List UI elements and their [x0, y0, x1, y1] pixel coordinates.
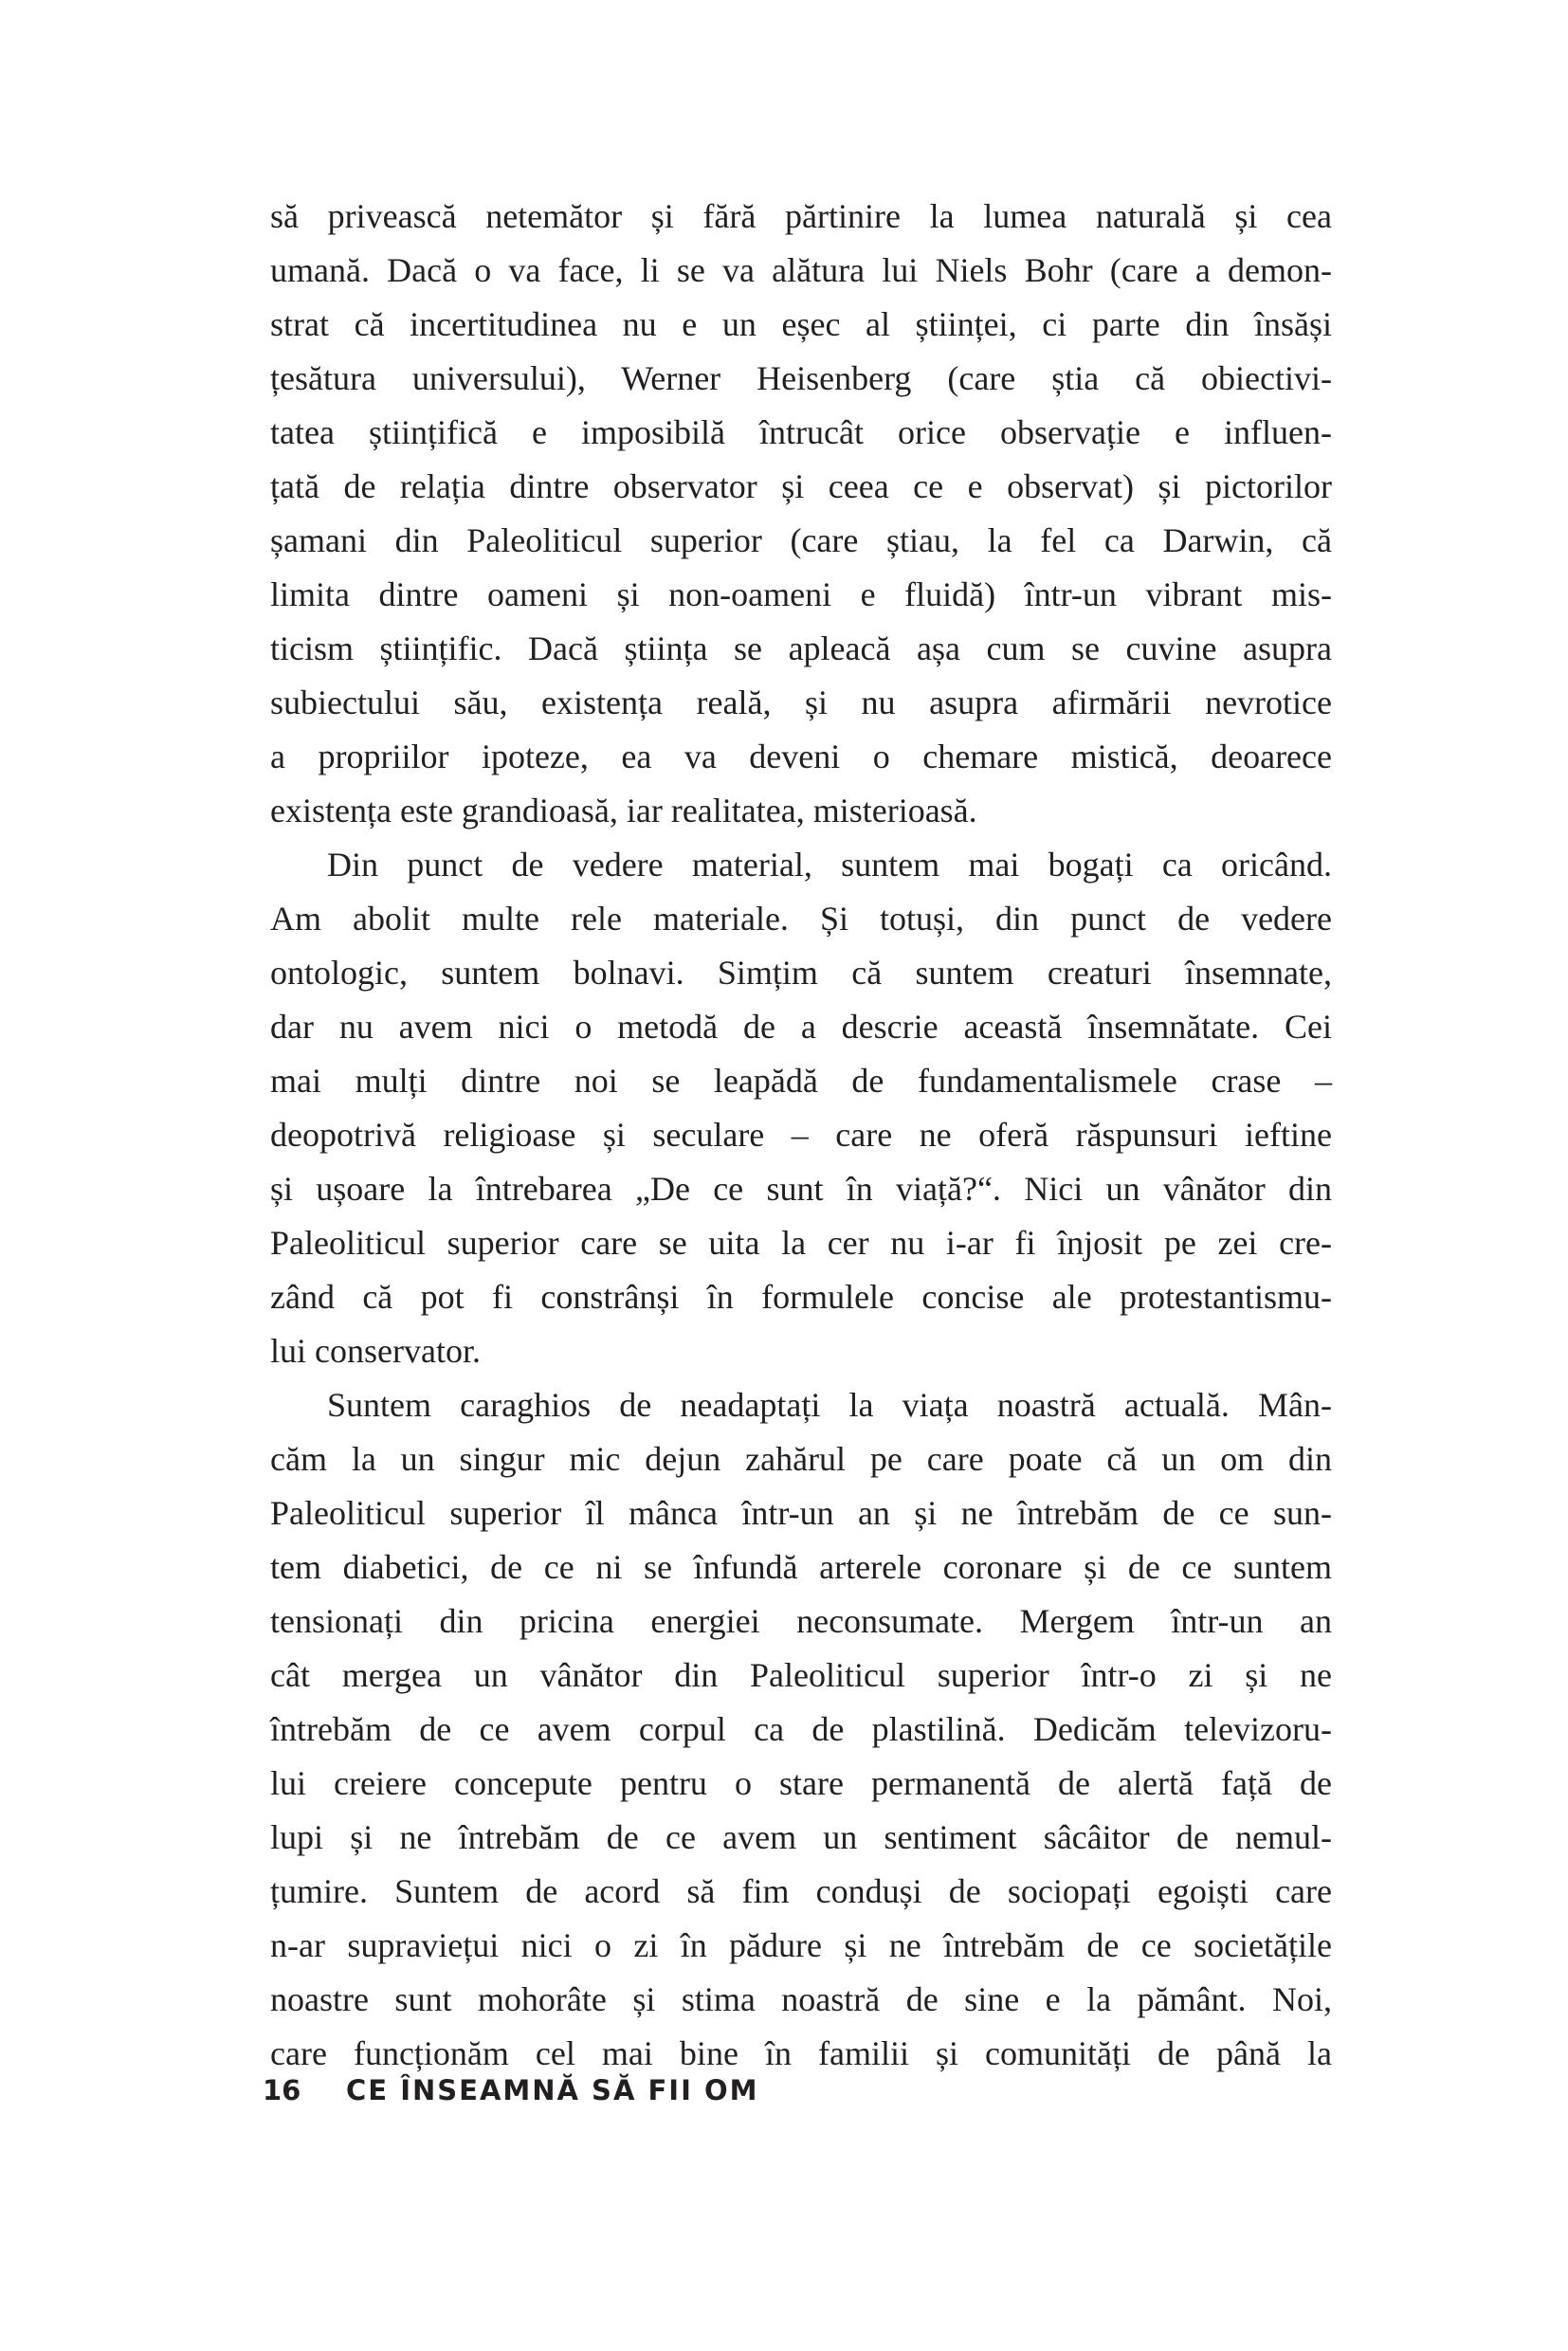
text-line: deopotrivă religioase și seculare – care ne oferă răspunsuri ieftine: [270, 1116, 1332, 1154]
text-line: noastre sunt mohorâte și stima noastră de sine e la pământ. Noi,: [270, 1980, 1332, 2018]
text-line: mai mulți dintre noi se leapădă de fundamentalismele crase –: [270, 1062, 1332, 1100]
text-line: Din punct de vedere material, suntem mai bogați ca oricând.: [327, 846, 1332, 884]
text-line: țată de relația dintre observator și ceea ce e observat) și pictorilor: [270, 467, 1332, 505]
paragraph: [270, 190, 1332, 838]
text-line: căm la un singur mic dejun zahărul pe care poate că un om din: [270, 1440, 1332, 1478]
text-line: n-ar supraviețui nici o zi în pădure și ne întrebăm de ce societățile: [270, 1926, 1332, 1964]
text-line: tem diabetici, de ce ni se înfundă arterele coronare și de ce suntem: [270, 1548, 1332, 1586]
text-line: umană. Dacă o va face, li se va alătura lui Niels Bohr (care a demon-: [270, 251, 1332, 289]
text-line: a propriilor ipoteze, ea va deveni o chemare mistică, deoarece: [270, 738, 1332, 775]
text-line: tatea științifică e imposibilă întrucât orice observație e influen-: [270, 413, 1332, 451]
text-line: care funcționăm cel mai bine în familii și comunități de până la: [270, 2034, 1332, 2072]
text-line: Paleoliticul superior care se uita la cer nu i-ar fi înjosit pe zei cre-: [270, 1224, 1332, 1262]
text-line: șamani din Paleoliticul superior (care știau, la fel ca Darwin, că: [270, 521, 1332, 559]
text-line: țesătura universului), Werner Heisenberg (care știa că obiectivi-: [270, 359, 1332, 397]
text-line: subiectului său, existența reală, și nu asupra afirmării nevrotice: [270, 683, 1332, 721]
text-line: tensionați din pricina energiei neconsumate. Mergem într-un an: [270, 1602, 1332, 1640]
text-line: țumire. Suntem de acord să fim conduși de sociopați egoiști care: [270, 1872, 1332, 1910]
text-line: ontologic, suntem bolnavi. Simțim că suntem creaturi însemnate,: [270, 954, 1332, 992]
text-line: și ușoare la întrebarea „De ce sunt în viață?“. Nici un vânător din: [270, 1170, 1332, 1208]
page-footer: [263, 2074, 758, 2106]
text-line: lui conservator.: [270, 1332, 481, 1370]
paragraph: [270, 838, 1332, 1378]
text-line: dar nu avem nici o metodă de a descrie această însemnătate. Cei: [270, 1008, 1332, 1046]
text-line: zând că pot fi constrânși în formulele concise ale protestantismu-: [270, 1278, 1332, 1316]
text-line: lupi și ne întrebăm de ce avem un sentiment sâcâitor de nemul-: [270, 1818, 1332, 1856]
text-line: existența este grandioasă, iar realitatea, misterioasă.: [270, 792, 977, 829]
body-text: [270, 190, 1332, 2081]
text-line: limita dintre oameni și non-oameni e fluidă) într-un vibrant mis-: [270, 575, 1332, 613]
text-line: lui creiere concepute pentru o stare permanentă de alertă față de: [270, 1764, 1332, 1802]
page-number: 16: [263, 2074, 301, 2106]
text-line: cât mergea un vânător din Paleoliticul superior într-o zi și ne: [270, 1656, 1332, 1694]
text-line: să privească netemător și fără părtinire la lumea naturală și cea: [270, 197, 1332, 235]
text-line: Am abolit multe rele materiale. Și totuși, din punct de vedere: [270, 900, 1332, 938]
text-line: întrebăm de ce avem corpul ca de plastilină. Dedicăm televizoru-: [270, 1710, 1332, 1748]
running-title: CE ÎNSEAMNĂ SĂ FII OM: [346, 2074, 759, 2106]
text-line: strat că incertitudinea nu e un eșec al științei, ci parte din însăși: [270, 305, 1332, 343]
paragraph: [270, 1378, 1332, 2081]
text-line: ticism științific. Dacă știința se apleacă așa cum se cuvine asupra: [270, 629, 1332, 667]
text-line: Paleoliticul superior îl mânca într-un an și ne întrebăm de ce sun-: [270, 1494, 1332, 1532]
text-line: Suntem caraghios de neadaptați la viața noastră actuală. Mân-: [327, 1386, 1332, 1424]
